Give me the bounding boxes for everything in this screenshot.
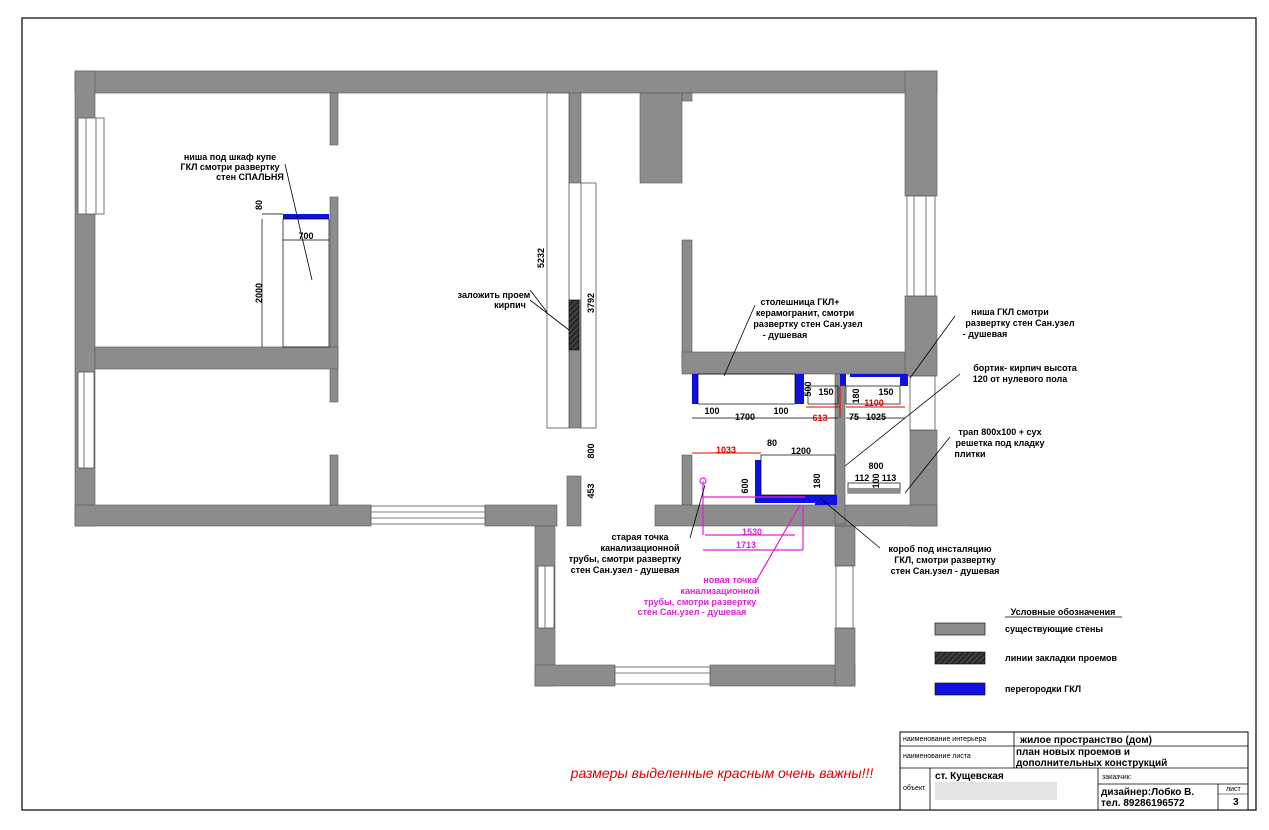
dim-3792: 3792 (586, 292, 596, 314)
dim-113: 113 (881, 473, 897, 483)
dim-180-b: 180 (812, 473, 822, 489)
dim-150-a: 150 (818, 387, 834, 397)
countertop-line-3: развертку стен Сан.узел (753, 319, 863, 329)
dim-80: 80 (254, 199, 264, 210)
old-point-line-3: трубы, смотри развертку (568, 554, 682, 564)
new-point-line-1: новая точка (703, 575, 757, 585)
close-opening-line-1: заложить проем (457, 290, 531, 300)
legend-label-gkl: перегородки ГКЛ (1005, 684, 1082, 694)
niche-wardrobe-line-2: ГКЛ смотри развертку (180, 162, 280, 172)
close-opening-line-2: кирпич (494, 300, 526, 310)
dim-700: 700 (298, 231, 314, 241)
redacted-address (935, 782, 1057, 800)
tb-sheet-no: 3 (1233, 797, 1239, 808)
old-point-line-2: канализационной (600, 543, 680, 553)
dim-453: 453 (586, 483, 596, 499)
tb-sheet-label: наименование листа (903, 753, 971, 760)
drain-line-1: трап 800х100 + сух (958, 427, 1042, 437)
dim-150-b: 150 (878, 387, 894, 397)
countertop-line-1: столешница ГКЛ+ (760, 297, 840, 307)
new-point-line-2: канализационной (680, 586, 760, 596)
svg-text:стен СПАЛЬНЯ (216, 172, 284, 182)
dim-100-c: 100 (871, 473, 881, 489)
drain-line-2: решетка под кладку (955, 438, 1045, 448)
new-point-line-3: трубы, смотри развертку (643, 597, 757, 607)
legend-swatch-openings (935, 652, 985, 664)
dim-600: 600 (740, 478, 750, 494)
niche-gkl-line-1: ниша ГКЛ смотри (971, 307, 1049, 317)
dim-1100: 1100 (864, 398, 884, 408)
tb-interior-value: жилое пространство (дом) (1020, 735, 1152, 746)
dim-100-b: 100 (773, 406, 789, 416)
tb-sheet-value-1: план новых проемов и (1016, 747, 1131, 758)
legend-swatch-walls (935, 623, 985, 635)
niche-gkl-line-3: - душевая (962, 329, 1008, 339)
brick-infill (569, 300, 579, 350)
dim-500: 500 (803, 381, 813, 397)
wardrobe-niche (262, 214, 329, 347)
dim-112: 112 (854, 473, 870, 483)
curb-line-2: 120 от нулевого пола (972, 374, 1068, 384)
dim-100-a: 100 (704, 406, 720, 416)
tb-object-label: объект (903, 785, 926, 792)
tb-sheet-no-label: лист (1226, 786, 1241, 793)
title-block (900, 732, 1248, 810)
curb-line-1: бортик- кирпич высота (973, 363, 1077, 373)
niche-wardrobe-line-3: стен СПАЛЬНЯ (216, 172, 284, 182)
tb-object-value: ст. Кущевская (935, 771, 1004, 782)
dim-1200: 1200 (790, 446, 812, 456)
tb-sheet-value-2: дополнительных конструкций (1016, 758, 1168, 769)
old-point-line-4: стен Сан.узел - душевая (570, 565, 680, 575)
new-point-line-4: стен Сан.узел - душевая (637, 607, 747, 617)
drain-line-3: плитки (954, 449, 986, 459)
box-line-3: стен Сан.узел - душевая (890, 566, 1000, 576)
legend-swatch-gkl (935, 683, 985, 695)
niche-gkl-line-2: развертку стен Сан.узел (965, 318, 1075, 328)
tb-client-label: заказчик: (1102, 774, 1132, 781)
legend-label-walls: существующие стены (1005, 624, 1104, 634)
tb-designer: дизайнер:Лобко В. (1101, 787, 1195, 798)
legend-label-openings: линии закладки проемов (1005, 653, 1118, 663)
important-note: размеры выделенные красным очень важны!!! (570, 765, 874, 781)
windows (78, 118, 935, 684)
dim-1713: 1713 (735, 540, 757, 550)
svg-text:ниша под шкаф купе (184, 152, 276, 162)
svg-text:ГКЛ смотри развертку (181, 162, 280, 172)
niche-wardrobe-line-1: ниша под шкаф купе (183, 152, 277, 162)
box-line-1: короб под инсталяцию (888, 544, 992, 554)
dim-1530: 1530 (741, 527, 763, 537)
countertop-line-4: - душевая (762, 330, 808, 340)
dim-5232: 5232 (536, 247, 546, 269)
dim-75: 75 (848, 412, 860, 422)
box-line-2: ГКЛ, смотри развертку (894, 555, 996, 565)
dim-80-b: 80 (766, 438, 778, 448)
countertop-line-2: керамогранит, смотри (755, 308, 855, 318)
corridor-wall-strip (547, 93, 569, 428)
old-point-line-1: старая точка (611, 532, 669, 542)
dim-2000: 2000 (254, 282, 264, 304)
dim-800-vertical: 800 (586, 443, 596, 459)
dim-180-a: 180 (851, 388, 861, 404)
dim-1700: 1700 (734, 412, 756, 422)
annotation-labels (181, 152, 1078, 617)
tb-phone: тел. 89286196572 (1101, 798, 1185, 809)
legend-title: Условные обозначения (1010, 607, 1116, 617)
dim-800: 800 (868, 461, 884, 471)
dim-1025: 1025 (865, 412, 887, 422)
legend (935, 607, 1122, 695)
tb-interior-label: наименование интерьера (903, 736, 987, 743)
dim-613: 613 (812, 413, 828, 423)
dim-1033: 1033 (715, 445, 737, 455)
